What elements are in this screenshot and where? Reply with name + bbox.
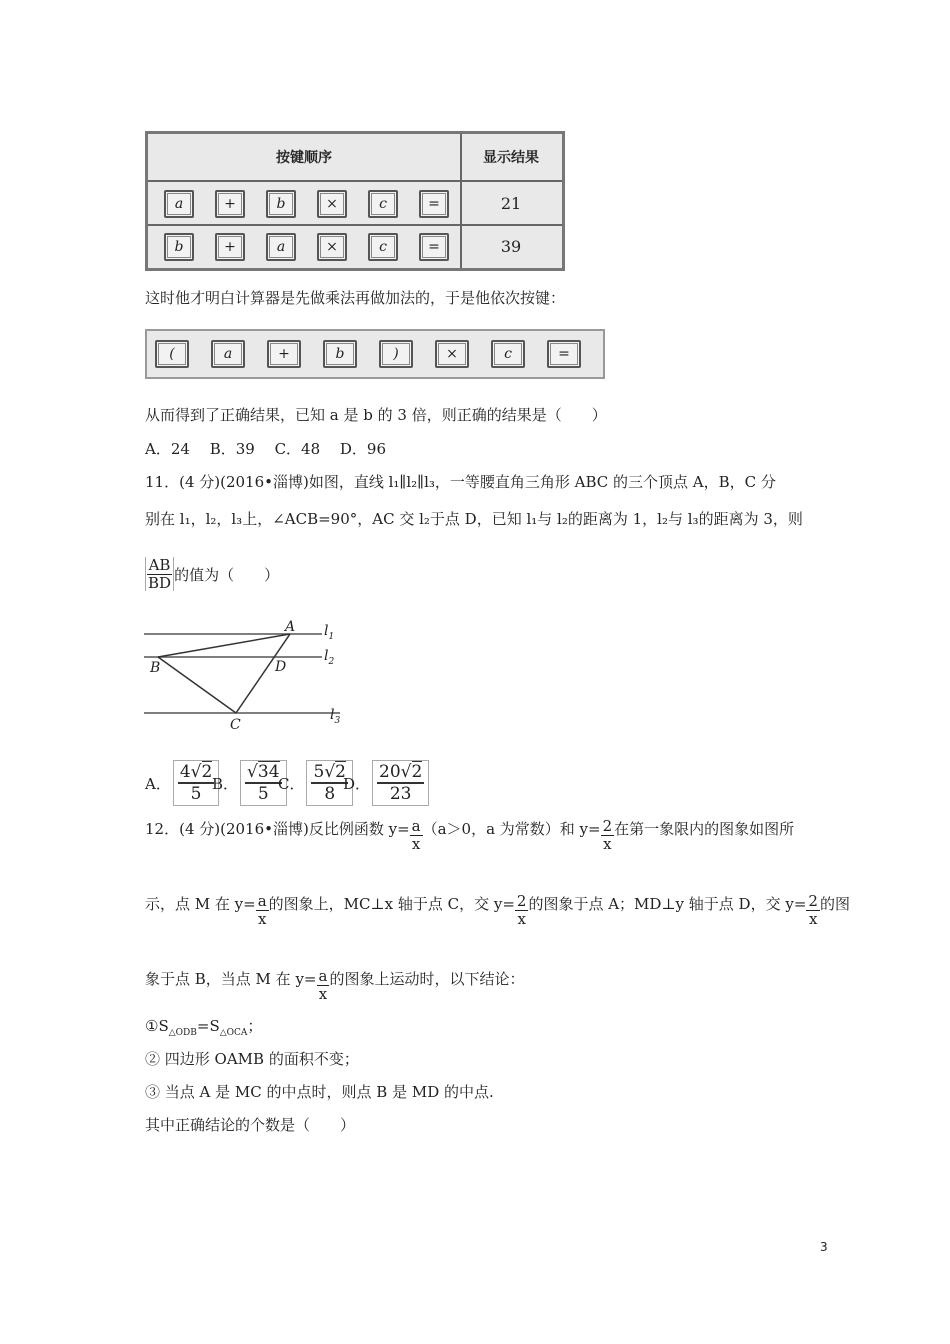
- fraction-numerator: [377, 762, 424, 784]
- text-line: 从而得到了正确结果，已知 a 是 b 的 3 倍，则正确的结果是（ ）: [145, 406, 607, 424]
- fraction-numerator: 2: [602, 817, 613, 835]
- label-l3: $l_3$: [330, 707, 341, 726]
- conclusion-2: ② 四边形 OAMB 的面积不变；: [145, 1050, 359, 1068]
- key-button: [215, 233, 245, 261]
- key-button: [491, 340, 525, 368]
- option-fraction: [372, 760, 429, 806]
- key-label: a: [167, 193, 191, 215]
- key-button: [266, 233, 296, 261]
- key-label: b: [167, 236, 191, 258]
- page-number: 3: [820, 1240, 828, 1254]
- conclusion-text: ；: [247, 1017, 263, 1035]
- q11-tail: 的值为（ ）: [174, 565, 280, 584]
- key-button: [215, 190, 245, 218]
- key-label: (: [158, 343, 186, 365]
- fraction-numerator: a: [318, 967, 328, 985]
- answer-option: [145, 760, 219, 806]
- key-label: =: [422, 193, 446, 215]
- triangle-figure: [140, 615, 355, 735]
- fraction-denominator: 5: [190, 784, 202, 804]
- q11-line: [145, 557, 279, 591]
- radicand: 2: [411, 762, 423, 782]
- key-label: ): [382, 343, 410, 365]
- q12-question: 其中正确结论的个数是（ ）: [145, 1116, 356, 1134]
- fraction-2-over-x: [806, 893, 820, 927]
- text-line: 这时他才明白计算器是先做乘法再做加法的，于是他依次按键：: [145, 289, 566, 307]
- q12-text: 的图象于点 A；MD⊥y 轴于点 D，交 y=: [528, 895, 807, 913]
- numerator-coefficient: 5: [313, 762, 325, 782]
- fraction-denominator: 23: [389, 784, 412, 804]
- key-button: [164, 190, 194, 218]
- numerator-coefficient: 4: [179, 762, 191, 782]
- fraction-2-over-x: [515, 893, 529, 927]
- key-button: [211, 340, 245, 368]
- option-label: C．: [278, 774, 305, 793]
- key-bar: [145, 329, 605, 379]
- key-button: [266, 190, 296, 218]
- fraction-denominator: BD: [148, 573, 172, 592]
- key-label: +: [218, 236, 242, 258]
- radicand: 2: [335, 762, 346, 782]
- answer-option: [343, 760, 429, 806]
- key-label: +: [218, 193, 242, 215]
- q12-text: 的图象上，MC⊥x 轴于点 C，交 y=: [268, 895, 515, 913]
- key-label: =: [550, 343, 578, 365]
- q12-text: 12．(4 分)(2016•淄博)反比例函数 y=: [145, 820, 410, 838]
- key-button: [379, 340, 413, 368]
- key-button: [547, 340, 581, 368]
- key-label: ×: [320, 193, 344, 215]
- sqrt-icon: √: [190, 762, 202, 782]
- fraction-denominator: x: [257, 909, 267, 928]
- fraction-a-over-x: [317, 968, 330, 1002]
- q12-line: [145, 968, 524, 1002]
- sqrt-icon: √: [324, 762, 336, 782]
- fraction-numerator: a: [257, 892, 267, 910]
- conclusion-3: ③ 当点 A 是 MC 的中点时，则点 B 是 MD 的中点.: [145, 1083, 494, 1101]
- result-value: 21: [500, 194, 522, 213]
- conclusion-1: [145, 1015, 262, 1038]
- key-label: b: [269, 193, 293, 215]
- key-label: c: [494, 343, 522, 365]
- key-label: a: [214, 343, 242, 365]
- fraction-a-over-x: [410, 818, 423, 852]
- label-c: C: [230, 717, 241, 733]
- segment-ab: [158, 634, 290, 657]
- key-button: [323, 340, 357, 368]
- fraction-numerator: [178, 762, 215, 784]
- fraction-denominator: 8: [324, 784, 336, 804]
- q12-text: 的图象上运动时，以下结论：: [329, 970, 525, 988]
- key-label: +: [270, 343, 298, 365]
- conclusion-text: =S: [196, 1017, 220, 1035]
- key-sequence-table: [145, 131, 565, 271]
- key-label: ×: [320, 236, 344, 258]
- fraction-denominator: x: [411, 834, 421, 853]
- subscript: △OCA: [219, 1028, 248, 1038]
- table-header-result: 显示结果: [460, 134, 562, 182]
- fraction-ab-bd: [145, 557, 174, 591]
- label-b: B: [150, 660, 161, 676]
- fraction-numerator: a: [411, 817, 421, 835]
- segment-bc: [158, 657, 236, 713]
- table-header-keys: 按键顺序: [148, 134, 460, 182]
- key-label: c: [371, 193, 395, 215]
- key-button: [368, 190, 398, 218]
- fraction-numerator: [245, 762, 281, 784]
- key-label: c: [371, 236, 395, 258]
- answer-option: [212, 760, 287, 806]
- label-l1: $l_1$: [324, 623, 335, 642]
- radicand: 2: [201, 762, 213, 782]
- key-button: [419, 233, 449, 261]
- q12-text: （a＞0，a 为常数）和 y=: [422, 820, 601, 838]
- fraction-2-over-x: [601, 818, 615, 852]
- key-button: [267, 340, 301, 368]
- radicand: 34: [257, 762, 280, 782]
- fraction-denominator: x: [318, 984, 328, 1003]
- q10-options: A．24 B．39 C．48 D．96: [145, 440, 387, 458]
- option-label: A．: [145, 774, 171, 793]
- option-label: B．: [212, 774, 239, 793]
- result-value: 39: [500, 237, 522, 256]
- key-label: ×: [438, 343, 466, 365]
- key-button: [317, 190, 347, 218]
- q12-text: 的图: [819, 895, 850, 913]
- fraction-a-over-x: [256, 893, 269, 927]
- subscript: △ODB: [168, 1028, 197, 1038]
- q12-text: 示，点 M 在 y=: [145, 895, 256, 913]
- label-l2: $l_2$: [324, 648, 335, 667]
- answer-option: [278, 760, 353, 806]
- key-button: [155, 340, 189, 368]
- key-button: [419, 190, 449, 218]
- key-button: [317, 233, 347, 261]
- fraction-denominator: 5: [257, 784, 269, 804]
- fraction-numerator: 2: [808, 892, 818, 910]
- fraction-denominator: x: [517, 909, 526, 928]
- label-d: D: [275, 659, 287, 675]
- fraction-denominator: x: [603, 834, 612, 853]
- q11-line: 别在 l₁，l₂，l₃上，∠ACB=90°，AC 交 l₂于点 D，已知 l₁与 l₂的距离为 1，l₂与 l₃的距离为 3，则: [145, 510, 803, 528]
- q11-line: 11．(4 分)(2016•淄博)如图，直线 l₁∥l₂∥l₃，一等腰直角三角形 ABC 的三个顶点 A，B，C 分: [145, 473, 776, 491]
- sqrt-icon: √: [400, 762, 412, 782]
- key-label: a: [269, 236, 293, 258]
- label-a: A: [285, 619, 296, 635]
- key-button: [368, 233, 398, 261]
- q12-text: 在第一象限内的图象如图所: [614, 820, 795, 838]
- sqrt-icon: √: [247, 762, 258, 782]
- conclusion-text: ①S: [145, 1017, 169, 1035]
- option-label: D．: [343, 774, 371, 793]
- key-button: [164, 233, 194, 261]
- key-button: [435, 340, 469, 368]
- fraction-numerator: 2: [516, 892, 527, 910]
- q12-line: [145, 818, 794, 852]
- key-label: b: [326, 343, 354, 365]
- numerator-coefficient: 20: [379, 762, 401, 782]
- table-divider: [148, 224, 562, 226]
- key-label: =: [422, 236, 446, 258]
- q12-text: 象于点 B，当点 M 在 y=: [145, 970, 317, 988]
- q12-line: [145, 893, 850, 927]
- fraction-numerator: AB: [148, 556, 171, 574]
- fraction-denominator: x: [808, 909, 818, 928]
